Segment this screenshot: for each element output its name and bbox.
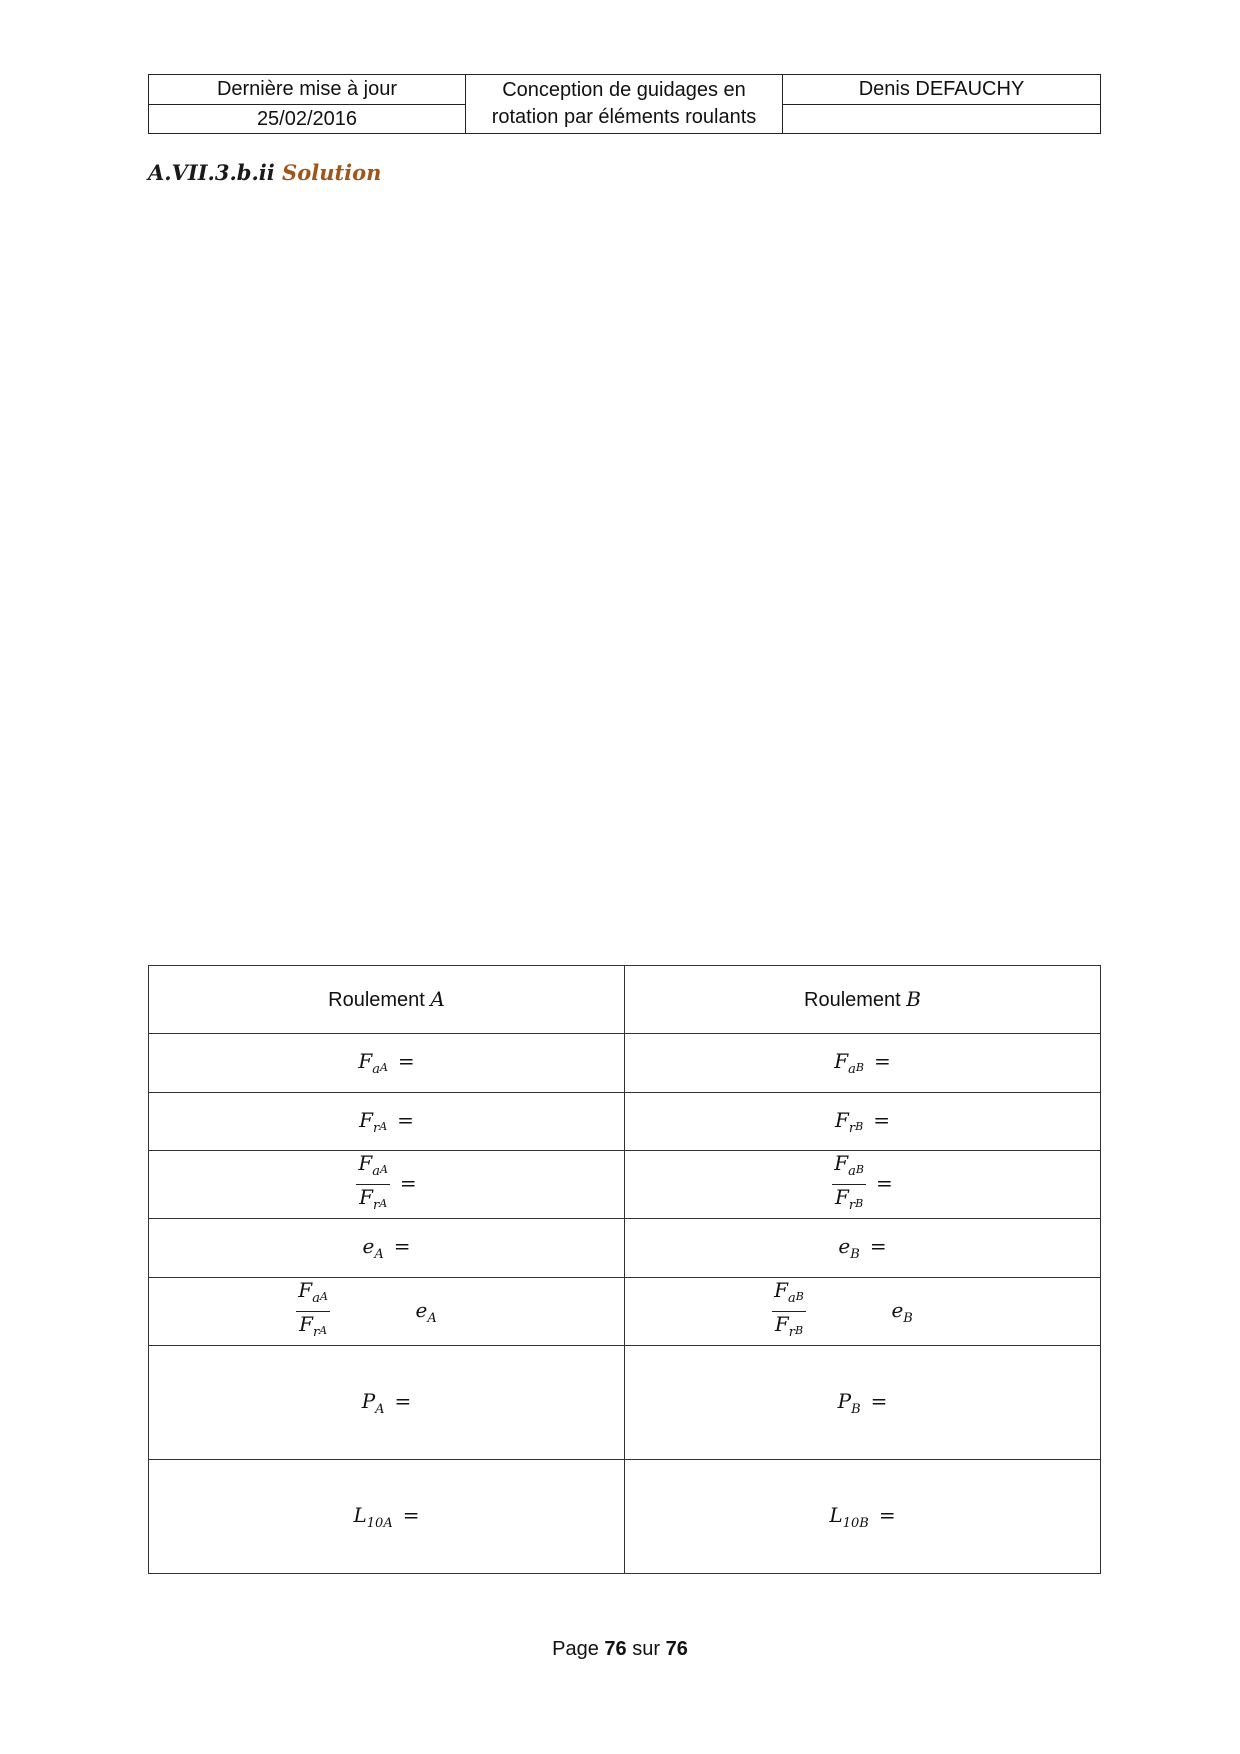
cell-fa-b[interactable]: $F_aB$ = xyxy=(625,1034,1101,1093)
cell-ratio-b[interactable]: $\frac{F_aB}{F_rB}$ = xyxy=(625,1151,1101,1219)
cell-compare-a[interactable]: $\frac{F_aA}{F_rA}$ $e_A$ xyxy=(149,1278,625,1346)
page-footer xyxy=(0,1638,1240,1661)
cell-l10-a[interactable]: $L_{10A}$ = xyxy=(149,1460,625,1574)
page-label: Page xyxy=(552,1638,599,1660)
table-row xyxy=(149,1346,1101,1460)
document-title xyxy=(466,75,783,134)
cell-fr-b[interactable]: $F_rB$ = xyxy=(625,1093,1101,1151)
table-row xyxy=(149,1460,1101,1574)
cell-l10-b[interactable]: $L_{10B}$ = xyxy=(625,1460,1101,1574)
page-total: 76 xyxy=(665,1638,688,1660)
header-bearing-b: Roulement B xyxy=(625,966,1101,1034)
table-row xyxy=(149,1093,1101,1151)
page-current: 76 xyxy=(604,1638,627,1660)
table-row xyxy=(149,966,1101,1034)
document-title-line1: Conception de guidages en xyxy=(502,79,746,101)
cell-p-b[interactable]: $P_B$ = xyxy=(625,1346,1101,1460)
empty-header-cell xyxy=(783,104,1101,134)
cell-fr-a[interactable]: $F_rA$ = xyxy=(149,1093,625,1151)
author: Denis DEFAUCHY xyxy=(783,75,1101,105)
cell-fa-a[interactable]: $F_aA$ = xyxy=(149,1034,625,1093)
last-update-label: Dernière mise à jour xyxy=(149,75,466,105)
section-title: Solution xyxy=(282,160,382,185)
of-label: sur xyxy=(632,1638,661,1660)
bearing-table xyxy=(148,965,1101,1574)
document-title-line2: rotation par éléments roulants xyxy=(491,106,757,128)
cell-e-b[interactable]: $e_B$ = xyxy=(625,1219,1101,1278)
table-row xyxy=(149,1219,1101,1278)
header-bearing-a: Roulement A xyxy=(149,966,625,1034)
cell-p-a[interactable]: $P_A$ = xyxy=(149,1346,625,1460)
cell-ratio-a[interactable]: $\frac{F_aA}{F_rA}$ = xyxy=(149,1151,625,1219)
table-row xyxy=(149,1278,1101,1346)
section-number: A.VII.3.b.ii xyxy=(148,160,275,185)
section-heading xyxy=(148,160,381,185)
document-header-table xyxy=(148,74,1101,134)
table-row xyxy=(149,1034,1101,1093)
cell-e-a[interactable]: $e_A$ = xyxy=(149,1219,625,1278)
table-row xyxy=(149,1151,1101,1219)
update-date: 25/02/2016 xyxy=(149,104,466,134)
cell-compare-b[interactable]: $\frac{F_aB}{F_rB}$ $e_B$ xyxy=(625,1278,1101,1346)
